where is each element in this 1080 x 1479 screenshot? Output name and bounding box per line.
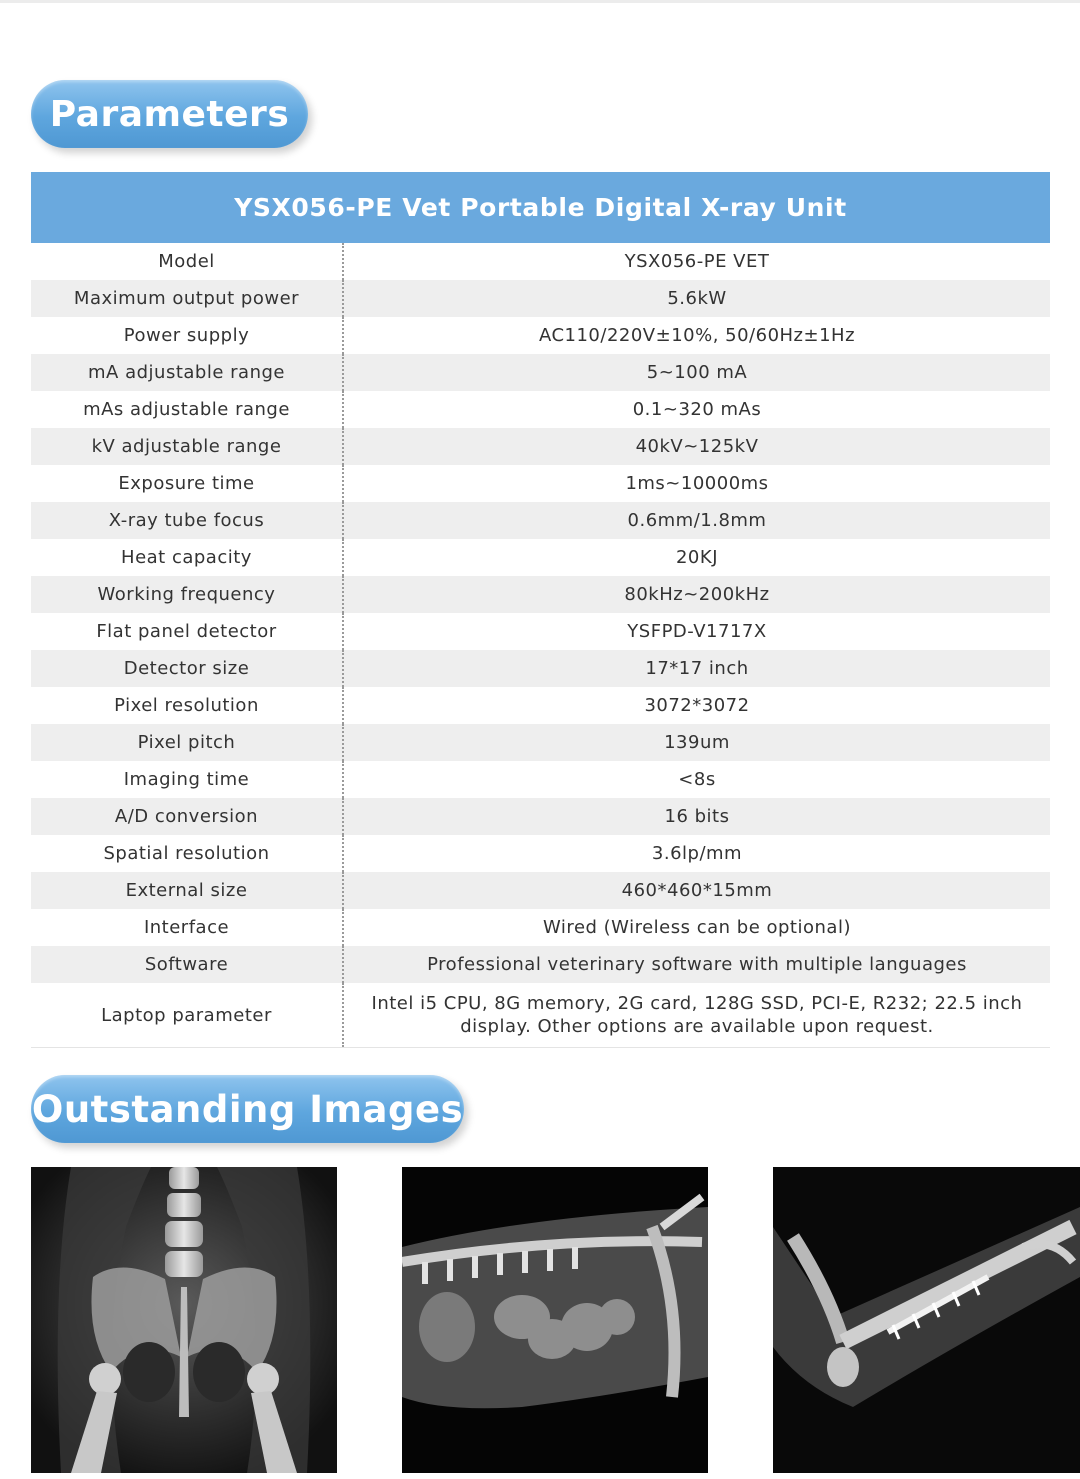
table-row: [31, 724, 1050, 761]
param-value-cell: 20KJ: [675, 547, 719, 568]
table-row: [31, 946, 1050, 983]
param-name-cell: A/D conversion: [31, 798, 344, 835]
param-name-cell: Working frequency: [31, 576, 344, 613]
top-divider: [0, 0, 1080, 3]
param-value-cell: 16 bits: [664, 806, 730, 827]
param-name-cell: kV adjustable range: [31, 428, 344, 465]
param-value-cell: 80kHz~200kHz: [624, 584, 770, 605]
param-name-cell: Flat panel detector: [31, 613, 344, 650]
table-row: [31, 983, 1050, 1047]
param-value-cell: 1ms~10000ms: [625, 473, 769, 494]
param-value-cell: Wired (Wireless can be optional): [543, 917, 851, 938]
abdomen-xray-icon: [402, 1167, 708, 1473]
param-name-cell: Pixel pitch: [31, 724, 344, 761]
spec-table: [31, 172, 1050, 1048]
param-value-cell: Intel i5 CPU, 8G memory, 2G card, 128G SSD, PCI-E, R232; 22.5 inch display. Other options are available upon request.: [371, 993, 1023, 1037]
param-name-cell: Heat capacity: [31, 539, 344, 576]
param-value-cell: Professional veterinary software with multiple languages: [427, 954, 967, 975]
param-value-cell: <8s: [678, 769, 716, 790]
param-name-cell: Imaging time: [31, 761, 344, 798]
param-value-cell: AC110/220V±10%, 50/60Hz±1Hz: [538, 325, 856, 346]
table-row: [31, 872, 1050, 909]
param-value-cell: 460*460*15mm: [621, 880, 773, 901]
leg-plate-xray-image: [773, 1167, 1080, 1473]
param-name-cell: Software: [31, 946, 344, 983]
table-row: [31, 909, 1050, 946]
table-row: [31, 539, 1050, 576]
table-row: [31, 576, 1050, 613]
table-row: [31, 354, 1050, 391]
leg-plate-xray-icon: [773, 1167, 1080, 1473]
outstanding-images-heading: Outstanding Images: [31, 1075, 464, 1143]
pelvis-xray-icon: [31, 1167, 337, 1473]
table-row: [31, 835, 1050, 872]
table-row: [31, 465, 1050, 502]
param-value-cell: 3.6lp/mm: [651, 843, 743, 864]
param-name-cell: mAs adjustable range: [31, 391, 344, 428]
param-name-cell: mA adjustable range: [31, 354, 344, 391]
pelvis-xray-image: [31, 1167, 337, 1473]
table-row: [31, 391, 1050, 428]
param-value-cell: 40kV~125kV: [635, 436, 759, 457]
table-row: [31, 317, 1050, 354]
param-name-cell: Maximum output power: [31, 280, 344, 317]
abdomen-xray-image: [402, 1167, 708, 1473]
table-row: [31, 761, 1050, 798]
table-row: [31, 243, 1050, 280]
param-value-cell: 0.6mm/1.8mm: [627, 510, 767, 531]
param-name-cell: Interface: [31, 909, 344, 946]
table-row: [31, 613, 1050, 650]
param-name-cell: Spatial resolution: [31, 835, 344, 872]
table-row: [31, 428, 1050, 465]
table-row: [31, 798, 1050, 835]
table-row: [31, 280, 1050, 317]
param-value-cell: 5~100 mA: [646, 362, 748, 383]
param-name-cell: Laptop parameter: [31, 983, 344, 1047]
param-value-cell: YSFPD-V1717X: [627, 621, 767, 642]
param-value-cell: 3072*3072: [644, 695, 750, 716]
table-title: YSX056-PE Vet Portable Digital X-ray Unit: [31, 172, 1050, 243]
param-value-cell: 5.6kW: [667, 288, 727, 309]
param-value-cell: 139um: [664, 732, 730, 753]
param-value-cell: YSX056-PE VET: [624, 251, 770, 272]
table-row: [31, 650, 1050, 687]
param-value-cell: 17*17 inch: [645, 658, 749, 679]
table-row: [31, 687, 1050, 724]
param-name-cell: Power supply: [31, 317, 344, 354]
param-name-cell: External size: [31, 872, 344, 909]
table-row: [31, 502, 1050, 539]
parameters-heading: Parameters: [31, 80, 308, 148]
param-name-cell: Model: [31, 243, 344, 280]
param-name-cell: X-ray tube focus: [31, 502, 344, 539]
param-value-cell: 0.1~320 mAs: [632, 399, 762, 420]
param-name-cell: Exposure time: [31, 465, 344, 502]
param-name-cell: Pixel resolution: [31, 687, 344, 724]
table-body: [31, 243, 1050, 1047]
param-name-cell: Detector size: [31, 650, 344, 687]
